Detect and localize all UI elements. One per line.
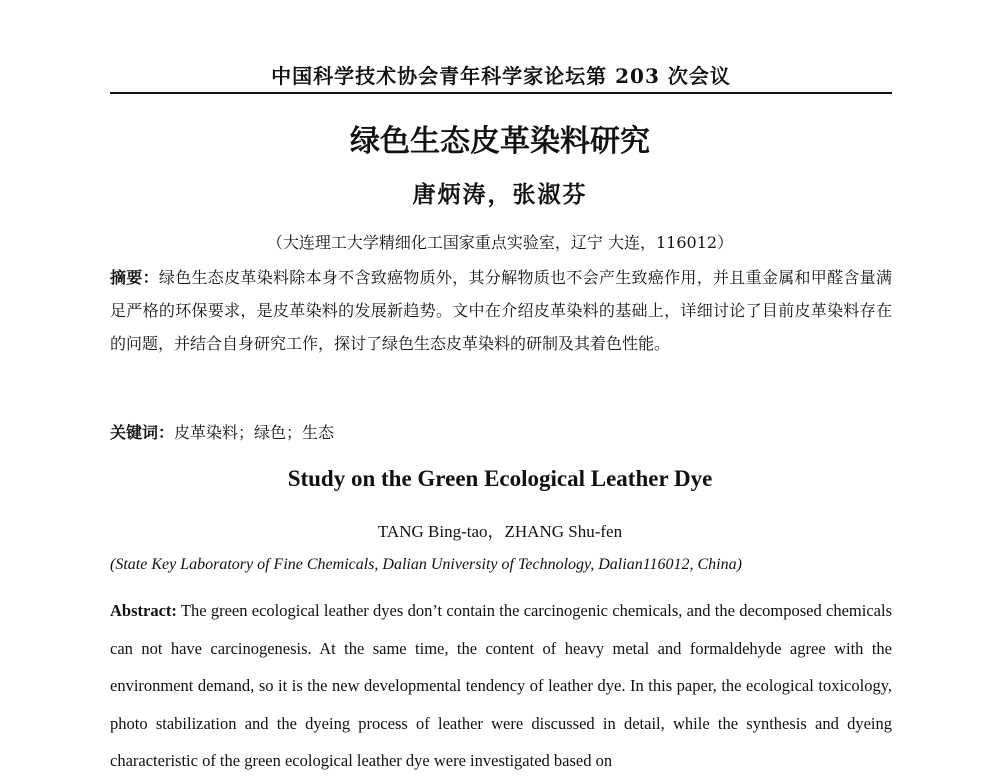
keywords-cn-label: 关键词：	[110, 423, 175, 442]
abstract-en-text: The green ecological leather dyes don’t contain the carcinogenic chemicals, and the decomposed chemicals can not have carcinogenesis. At the same time, the content of heavy metal and formaldehyde agree with the environment demand, so it is the new developmental tendency of leather dye. In this paper, the ecological toxicology, photo stabilization and the dyeing process of leather were discussed in detail, while the synthesis and dyeing characteristic of the green ecological leather dye were investigated based on	[110, 601, 892, 770]
header-rule	[110, 92, 892, 94]
abstract-en	[110, 592, 892, 780]
affiliation-cn: （大连理工大学精细化工国家重点实验室，辽宁 大连，116012）	[266, 233, 734, 252]
keywords-cn	[110, 418, 892, 448]
abstract-en-label: Abstract:	[110, 601, 177, 620]
paper-title-cn: 绿色生态皮革染料研究	[350, 124, 650, 159]
keywords-cn-text: 皮革染料；绿色；生态	[174, 423, 335, 442]
abstract-cn-label: 摘要：	[110, 268, 159, 287]
abstract-cn	[110, 261, 892, 360]
paper-title-en: Study on the Green Ecological Leather Dye	[287, 466, 713, 491]
authors-cn: 唐炳涛，张淑芬	[412, 181, 588, 208]
authors-en: TANG Bing-tao，ZHANG Shu-fen	[377, 522, 623, 541]
affiliation-en: (State Key Laboratory of Fine Chemicals, Dalian University of Technology, Dalian116012, China)	[110, 556, 742, 573]
conference-header: 中国科学技术协会青年科学家论坛第 203 次会议	[271, 64, 731, 88]
abstract-cn-text: 绿色生态皮革染料除本身不含致癌物质外，其分解物质也不会产生致癌作用，并且重金属和甲醛含量满足严格的环保要求，是皮革染料的发展新趋势。文中在介绍皮革染料的基础上，详细讨论了目前皮革染料存在的问题，并结合自身研究工作，探讨了绿色生态皮革染料的研制及其着色性能。	[110, 268, 892, 353]
